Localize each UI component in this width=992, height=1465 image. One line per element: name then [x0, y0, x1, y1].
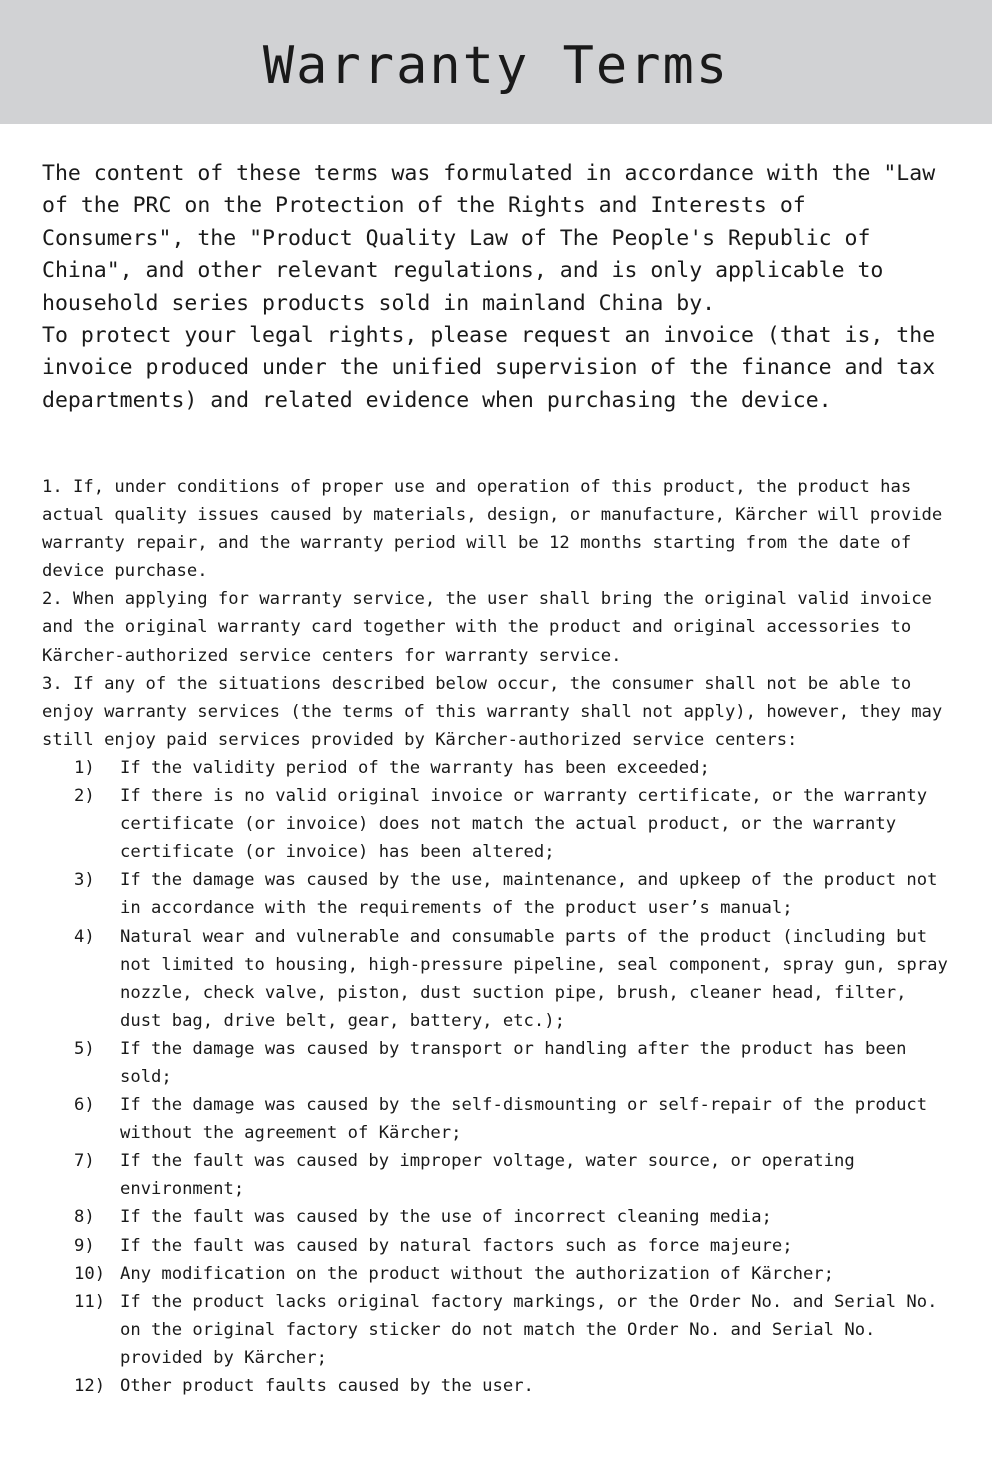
page-title: Warranty Terms	[262, 36, 730, 96]
list-item-text: Any modification on the product without the authorization of Kärcher;	[120, 1263, 834, 1284]
terms-section	[42, 473, 952, 1400]
term-1: 1. If, under conditions of proper use and operation of this product, the product has actual quality issues caused by materials, design, or manufacture, Kärcher will provide warranty repair, and the warranty period will be 12 months starting from the date of device purchase.	[42, 477, 943, 582]
list-item-number: 4)	[74, 926, 95, 947]
list-item	[42, 782, 952, 866]
list-item-text: If there is no valid original invoice or warranty certificate, or the warranty certificate (or invoice) does not match the actual product, or the warranty certificate (or invoice) has been altered;	[120, 786, 928, 863]
term-3: 3. If any of the situations described below occur, the consumer shall not be able to enjoy warranty services (the terms of this warranty shall not apply), however, they may still enjoy paid services provided by Kärcher-authorized service centers:	[42, 673, 943, 750]
list-item-text: If the damage was caused by the use, maintenance, and upkeep of the product not in accordance with the requirements of the product user’s manual;	[120, 870, 938, 919]
list-item	[42, 1260, 952, 1288]
intro-paragraph-2: To protect your legal rights, please request an invoice (that is, the invoice produced under the unified supervision of the finance and tax departments) and related evidence when purchasing the device.	[42, 323, 936, 413]
list-item-number: 8)	[74, 1207, 95, 1228]
list-item-number: 7)	[74, 1151, 95, 1172]
list-item-number: 1)	[74, 757, 95, 778]
term-2: 2. When applying for warranty service, the user shall bring the original valid invoice and the original warranty card together with the product and original accessories to Kärcher-authorized service centers for warranty service.	[42, 589, 932, 666]
list-item-text: Other product faults caused by the user.	[120, 1376, 534, 1396]
list-item-text: If the damage was caused by the self-dismounting or self-repair of the product without the agreement of Kärcher;	[120, 1095, 928, 1144]
title-banner	[0, 0, 992, 124]
list-item-number: 5)	[74, 1038, 95, 1059]
exclusions-list	[42, 754, 952, 1400]
list-item	[42, 754, 952, 782]
list-item-text: If the fault was caused by improper voltage, water source, or operating environment;	[120, 1151, 855, 1200]
list-item-number: 12)	[74, 1376, 106, 1396]
list-item-number: 6)	[74, 1095, 95, 1116]
list-item-text: If the product lacks original factory markings, or the Order No. and Serial No. on the original factory sticker do not match the Order No. and Serial No. provided by Kärcher;	[120, 1291, 938, 1368]
list-item	[42, 1288, 952, 1372]
list-item	[42, 866, 952, 922]
list-item-text: If the validity period of the warranty has been exceeded;	[120, 757, 710, 778]
list-item-number: 3)	[74, 870, 95, 891]
intro-paragraph-1: The content of these terms was formulated in accordance with the "Law of the PRC on the Protection of the Rights and Interests of Consumers", the "Product Quality Law of The People's Republic of China", and other relevant regulations, and is only applicable to household series products sold in mainland China by.	[42, 161, 936, 316]
list-item-text: If the damage was caused by transport or handling after the product has been sold;	[120, 1038, 907, 1087]
list-item	[42, 1147, 952, 1203]
list-item	[42, 1203, 952, 1231]
list-item	[42, 1232, 952, 1260]
list-item	[42, 1035, 952, 1091]
list-item-text: If the fault was caused by natural factors such as force majeure;	[120, 1235, 793, 1256]
intro-section	[42, 158, 952, 417]
list-item-text: If the fault was caused by the use of incorrect cleaning media;	[120, 1207, 772, 1228]
list-item	[42, 1372, 952, 1400]
list-item	[42, 923, 952, 1035]
list-item-number: 10)	[74, 1263, 106, 1284]
list-item-number: 9)	[74, 1235, 95, 1256]
list-item-number: 2)	[74, 786, 95, 807]
list-item-text: Natural wear and vulnerable and consumable parts of the product (including but not limited to housing, high-pressure pipeline, seal component, spray gun, spray nozzle, check valve, piston, dust suction pipe, brush, cleaner head, filter, dust bag, drive belt, gear, battery, etc.);	[120, 926, 948, 1031]
list-item-number: 11)	[74, 1291, 106, 1312]
list-item	[42, 1091, 952, 1147]
